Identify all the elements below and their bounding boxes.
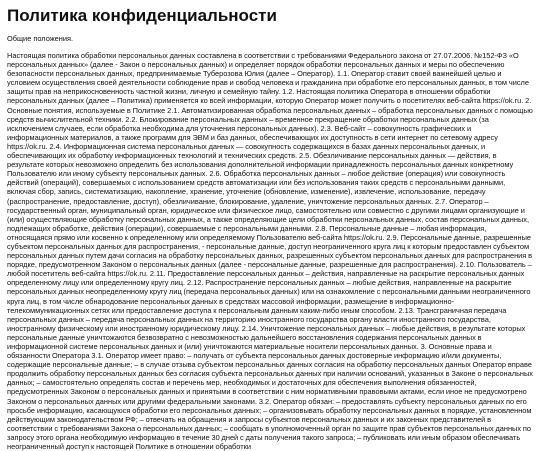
section-subtitle: Общие положения. bbox=[7, 34, 74, 43]
policy-body-text: Настоящая политика обработки персональных данных составлена в соответствии с требованиями Федерального закона от 27.07.2006. №152-ФЗ «О персональных данных» (далее - Закон о персональных данных) и определяет порядок обработки персональных данных и меры по обеспечению безопасности персональных данных, предпринимаемые Туберозова Юлия (далее – Оператор). 1.1. Оператор ставит своей важнейшей целью и условием осуществления своей деятельности соблюдение прав и свобод человека и гражданина при обработке его персональных данных, в том числе защиты прав на неприкосновенность частной жизни, личную и семейную тайну. 1.2. Настоящая политика Оператора в отношении обработки персональных данных (далее – Политика) применяется ко всей информации, которую Оператор может получить о посетителях веб-сайта https://ok.ru. 2. Основные понятия, используемые в Политике 2.1. Автоматизированная обработка персональных данных – обработка персональных данных с помощью средств вычислительной техники. 2.2. Блокирование персональных данных – временное прекращение обработки персональных данных (за исключением случаев, если обработка необходима для уточнения персональных данных). 2.3. Веб-сайт – совокупность графических и информационных материалов, а также программ для ЭВМ и баз данных, обеспечивающих их доступность в сети интернет по сетевому адресу https://ok.ru. 2.4. Информационная система персональных данных — совокупность содержащихся в базах данных персональных данных, и обеспечивающих их обработку информационных технологий и технических средств. 2.5. Обезличивание персональных данных — действия, в результате которых невозможно определить без использования дополнительной информации принадлежность персональных данных конкретному Пользователю или иному субъекту персональных данных. 2.6. Обработка персональных данных – любое действие (операция) или совокупность действий (операций), совершаемых с использованием средств автоматизации или без использования таких средств с персональными данными, включая сбор, запись, систематизацию, накопление, хранение, уточнение (обновление, изменение), извлечение, использование, передачу (распространение, предоставление, доступ), обезличивание, блокирование, удаление, уничтожение персональных данных. 2.7. Оператор – государственный орган, муниципальный орган, юридическое или физическое лицо, самостоятельно или совместно с другими лицами организующие и (или) осуществляющие обработку персональных данных, а также определяющие цели обработки персональных данных, состав персональных данных, подлежащих обработке, действия (операции), совершаемые с персональными данными. 2.8. Персональные данные – любая информация, относящаяся прямо или косвенно к определенному или определяемому Пользователю веб-сайта https://ok.ru. 2.9. Персональные данные, разрешенные субъектом персональных данных для распространения, - персональные данные, доступ неограниченного круга лиц к которым предоставлен субъектом персональных данных путем дачи согласия на обработку персональных данных, разрешенных субъектом персональных данных для распространения в порядке, предусмотренном Законом о персональных данных (далее - персональные данные, разрешенные для распространения). 2.10. Пользователь – любой посетитель веб-сайта https://ok.ru. 2.11. Предоставление персональных данных – действия, направленные на раскрытие персональных данных определенному лицу или определенному кругу лиц. 2.12. Распространение персональных данных – любые действия, направленные на раскрытие персональных данных неопределенному кругу лиц (передача персональных данных) или на ознакомление с персональными данными неограниченного круга лиц, в том числе обнародование персональных данных в средствах массовой информации, размещение в информационно-телекоммуникационных сетях или предоставление доступа к персональным данным каким-либо иным способом. 2.13. Трансграничная передача персональных данных – передача персональных данных на территорию иностранного государства органу власти иностранного государства, иностранному физическому или иностранному юридическому лицу. 2.14. Уничтожение персональных данных – любые действия, в результате которых персональные данные уничтожаются безвозвратно с невозможностью дальнейшего восстановления содержания персональных данных в информационной системе персональных данных и (или) уничтожаются материальные носители персональных данных. 3. Основные права и обязанности Оператора 3.1. Оператор имеет право: – получать от субъекта персональных данных достоверные информацию и/или документы, содержащие персональные данные; – в случае отзыва субъектом персональных данных согласия на обработку персональных данных Оператор вправе продолжить обработку персональных данных без согласия субъекта персональных данных при наличии оснований, указанных в Законе о персональных данных; – самостоятельно определять состав и перечень мер, необходимых и достаточных для обеспечения выполнения обязанностей, предусмотренных Законом о персональных данных и принятыми в соответствии с ним нормативными правовыми актами, если иное не предусмотрено Законом о персональных данных или другими федеральными законами. 3.2. Оператор обязан: – предоставлять субъекту персональных данных по его просьбе информацию, касающуюся обработки его персональных данных; – организовывать обработку персональных данных в порядке, установленном действующим законодательством РФ; – отвечать на обращения и запросы субъектов персональных данных и их законных представителей в соответствии с требованиями Закона о персональных данных; – сообщать в уполномоченный орган по защите прав субъектов персональных данных по запросу этого органа необходимую информацию в течение 30 дней с даты получения такого запроса; – публиковать или иным образом обеспечивать неограниченный доступ к настоящей Политике в отношении обработки bbox=[7, 51, 534, 451]
page-title: Политика конфиденциальности bbox=[7, 6, 277, 25]
